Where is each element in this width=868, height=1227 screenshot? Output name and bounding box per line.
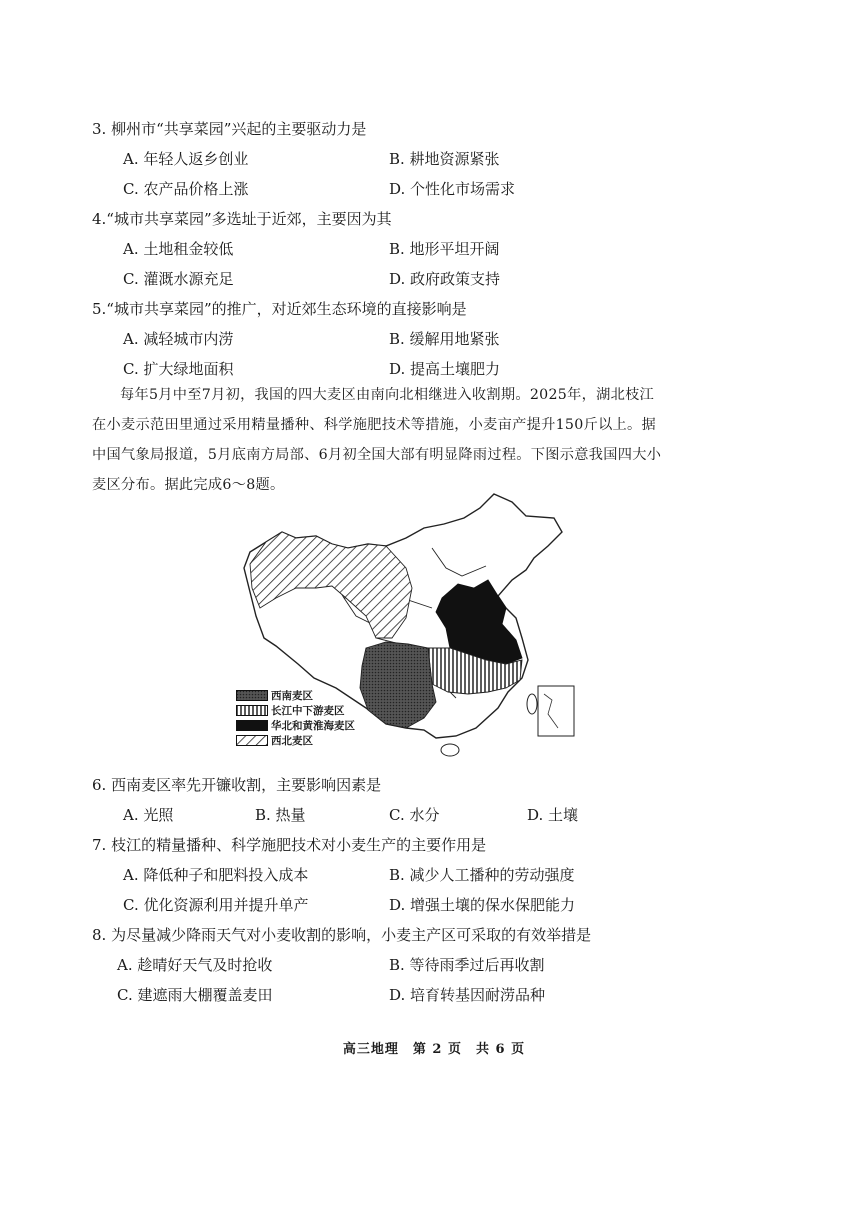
vertical-lines-swatch-icon (236, 705, 268, 716)
q4-option-a: A. 土地租金较低 (123, 240, 234, 258)
q8-option-b: B. 等待雨季过后再收割 (389, 956, 545, 974)
solid-black-swatch-icon (236, 720, 268, 731)
q3-option-c: C. 农产品价格上涨 (123, 180, 249, 198)
hainan-island (441, 744, 459, 756)
q3-option-d: D. 个性化市场需求 (389, 180, 516, 198)
q3-option-a: A. 年轻人返乡创业 (123, 150, 249, 168)
q7-option-d: D. 增强土壤的保水保肥能力 (389, 896, 576, 914)
legend-label: 长江中下游麦区 (271, 705, 345, 717)
q3-option-b: B. 耕地资源紧张 (389, 150, 500, 168)
legend-item-yangtze (236, 703, 355, 718)
legend-item-northwest (236, 733, 355, 748)
map-legend (236, 688, 355, 748)
q5-option-d: D. 提高土壤肥力 (389, 360, 501, 378)
legend-label: 西北麦区 (271, 735, 313, 747)
q7-option-c: C. 优化资源利用并提升单产 (123, 896, 309, 914)
question-4-stem: 4.“城市共享菜园”多选址于近郊，主要因为其 (92, 210, 392, 228)
passage-line-2: 在小麦示范田里通过采用精量播种、科学施肥技术等措施，小麦亩产提升150斤以上。据 (92, 417, 657, 433)
passage-line-3: 中国气象局报道，5月底南方局部、6月初全国大部有明显降雨过程。下图示意我国四大小 (92, 447, 662, 463)
q5-option-b: B. 缓解用地紧张 (389, 330, 500, 348)
q5-option-c: C. 扩大绿地面积 (123, 360, 234, 378)
diagonal-lines-swatch-icon (236, 735, 268, 746)
legend-item-southwest (236, 688, 355, 703)
south-sea-inset (538, 686, 574, 736)
question-6-stem: 6. 西南麦区率先开镰收割，主要影响因素是 (92, 776, 382, 794)
passage-line-1: 每年5月中至7月初，我国的四大麦区由南向北相继进入收割期。2025年，湖北枝江 (120, 387, 655, 403)
passage (92, 380, 692, 500)
q6-option-b: B. 热量 (255, 806, 306, 824)
q7-option-a: A. 降低种子和肥料投入成本 (123, 866, 309, 884)
page-footer: 高三地理 第 2 页 共 6 页 (342, 1042, 526, 1057)
question-7-stem: 7. 枝江的精量播种、科学施肥技术对小麦生产的主要作用是 (92, 836, 487, 854)
q6-option-a: A. 光照 (123, 806, 174, 824)
passage-line-4: 麦区分布。据此完成6～8题。 (92, 477, 285, 493)
q4-option-c: C. 灌溉水源充足 (123, 270, 234, 288)
q6-option-d: D. 土壤 (527, 806, 579, 824)
q5-option-a: A. 减轻城市内涝 (123, 330, 234, 348)
taiwan-island (527, 694, 537, 714)
q8-option-a: A. 趁晴好天气及时抢收 (117, 956, 273, 974)
q8-option-d: D. 培育转基因耐涝品种 (389, 986, 546, 1004)
question-8-stem: 8. 为尽量减少降雨天气对小麦收割的影响，小麦主产区可采取的有效举措是 (92, 926, 592, 944)
question-5-stem: 5.“城市共享菜园”的推广，对近郊生态环境的直接影响是 (92, 300, 467, 318)
legend-label: 西南麦区 (271, 690, 313, 702)
q4-option-b: B. 地形平坦开阔 (389, 240, 500, 258)
q6-option-c: C. 水分 (389, 806, 440, 824)
question-3-stem: 3. 柳州市“共享菜园”兴起的主要驱动力是 (92, 120, 367, 138)
dense-dots-swatch-icon (236, 690, 268, 701)
q4-option-d: D. 政府政策支持 (389, 270, 501, 288)
q8-option-c: C. 建遮雨大棚覆盖麦田 (117, 986, 273, 1004)
q7-option-b: B. 减少人工播种的劳动强度 (389, 866, 575, 884)
legend-label: 华北和黄淮海麦区 (271, 720, 355, 732)
legend-item-north-china (236, 718, 355, 733)
southwest-region (360, 642, 436, 728)
